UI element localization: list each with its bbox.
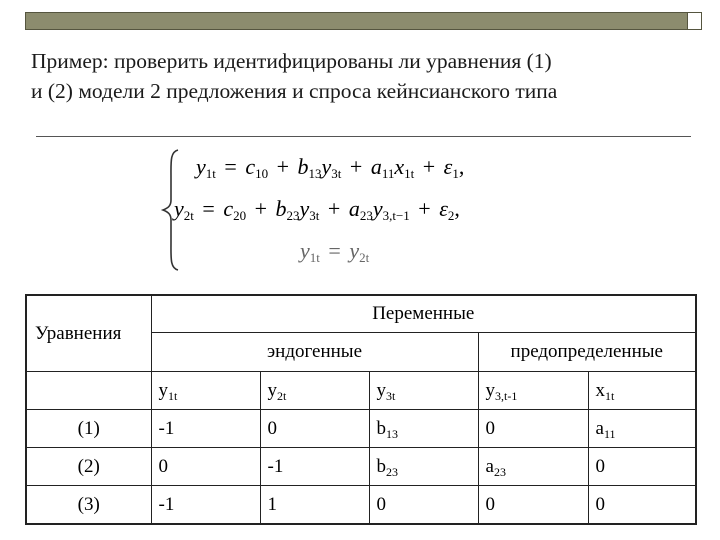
equation-number: (3)	[26, 486, 151, 525]
var-sub: 2t	[277, 388, 287, 403]
eq1-b-sub: 13	[308, 166, 322, 181]
table-row	[26, 448, 696, 486]
eq1-b: b	[297, 154, 309, 179]
var-base: y	[485, 379, 495, 401]
var-cell	[478, 372, 588, 410]
eq1-plus-3: +	[422, 154, 436, 179]
equation-2	[174, 196, 460, 222]
cell-sub: 23	[386, 464, 398, 479]
table-cell	[260, 486, 369, 525]
eq1-x-sub: 1t	[404, 166, 415, 181]
var-sub: 1t	[168, 388, 178, 403]
cell-sub: 11	[603, 426, 616, 441]
eq1-plus-1: +	[276, 154, 289, 179]
table-row	[26, 410, 696, 448]
cell-value: 1	[267, 493, 277, 515]
group-endogenous: эндогенные	[151, 333, 478, 372]
eq1-a: a	[370, 154, 382, 179]
slide-top-bar	[25, 12, 688, 30]
cell-value: b	[376, 455, 386, 477]
table-cell	[151, 486, 260, 525]
var-sub: 1t	[605, 388, 615, 403]
equation-3	[300, 238, 369, 264]
eq1-c: c	[245, 154, 256, 179]
table-cell	[478, 448, 588, 486]
eq2-c-sub: 20	[233, 208, 247, 223]
table-cell	[369, 448, 478, 486]
eq1-comma: ,	[458, 154, 465, 179]
var-cell	[369, 372, 478, 410]
eq2-ylag-sub: 3,t−1	[382, 208, 410, 223]
cell-value: 0	[595, 455, 605, 477]
eq2-y3-sub: 3t	[309, 208, 320, 223]
table-cell	[588, 448, 696, 486]
eq2-equals: =	[202, 196, 215, 221]
equation-number: (2)	[26, 448, 151, 486]
eq1-equals: =	[224, 154, 237, 179]
table-cell	[478, 410, 588, 448]
eq2-plus-3: +	[418, 196, 431, 221]
title-divider	[36, 136, 691, 137]
table-header-row	[26, 295, 696, 333]
table-cell	[260, 410, 369, 448]
eq2-epsilon: ε	[439, 196, 448, 221]
table-cell	[478, 486, 588, 525]
eq1-x: x	[394, 154, 405, 179]
cell-value: -1	[158, 417, 175, 439]
eq3-rhs-sub: 2t	[359, 250, 370, 265]
eq1-y3-sub: 3t	[331, 166, 342, 181]
eq2-lhs-sub: 2t	[183, 208, 194, 223]
eq3-lhs-sub: 1t	[309, 250, 320, 265]
eq1-lhs: y	[196, 154, 206, 179]
cell-value: 0	[267, 417, 277, 439]
eq3-lhs: y	[300, 238, 310, 263]
eq1-epsilon: ε	[443, 154, 453, 179]
eq2-plus-2: +	[327, 196, 341, 221]
equation-system	[160, 148, 560, 272]
eq1-plus-2: +	[349, 154, 363, 179]
title-line-2: и (2) модели 2 предложения и спроса кейнсианского типа	[31, 79, 558, 103]
cell-value: 0	[158, 455, 168, 477]
header-variables: Переменные	[151, 295, 696, 333]
var-base: y	[158, 379, 168, 401]
eq2-lhs: y	[174, 196, 184, 221]
eq2-a: a	[348, 196, 360, 221]
table-cell	[151, 410, 260, 448]
empty-cell	[26, 372, 151, 410]
eq1-lhs-sub: 1t	[205, 166, 216, 181]
table-row	[26, 486, 696, 525]
table-cell	[588, 410, 696, 448]
cell-value: -1	[158, 493, 175, 515]
eq2-plus-1: +	[254, 196, 267, 221]
slide-corner-box	[687, 12, 702, 30]
equation-number: (1)	[26, 410, 151, 448]
slide-title	[31, 46, 701, 106]
table-cell	[369, 486, 478, 525]
cell-sub: 23	[493, 464, 506, 479]
eq1-y3: y	[321, 154, 332, 179]
cell-value: 0	[485, 417, 495, 439]
cell-value: 0	[376, 493, 386, 515]
cell-sub: 13	[386, 426, 398, 441]
eq2-eps-sub: 2	[447, 208, 455, 223]
eq2-b: b	[275, 196, 287, 221]
eq1-c-sub: 10	[255, 166, 269, 181]
table-cell	[260, 448, 369, 486]
var-base: x	[595, 379, 605, 401]
group-predetermined: предопределенные	[478, 333, 696, 372]
var-cell	[588, 372, 696, 410]
title-line-1: Пример: проверить идентифицированы ли уравнения (1)	[31, 49, 552, 73]
eq1-a-sub: 11	[381, 166, 395, 181]
var-base: y	[267, 379, 277, 401]
eq2-a-sub: 23	[359, 208, 373, 223]
var-cell	[151, 372, 260, 410]
var-cell	[260, 372, 369, 410]
eq2-c: c	[223, 196, 234, 221]
eq3-rhs: y	[349, 238, 360, 263]
eq2-comma: ,	[454, 196, 460, 221]
identification-table	[25, 294, 697, 525]
eq2-ylag: y	[372, 196, 383, 221]
eq1-eps-sub: 1	[452, 166, 459, 181]
cell-value: b	[376, 417, 386, 439]
cell-value: -1	[267, 455, 284, 477]
cell-value: 0	[485, 493, 495, 515]
header-equations: Уравнения	[26, 295, 151, 372]
cell-value: 0	[595, 493, 605, 515]
var-base: y	[376, 379, 386, 401]
var-sub: 3t	[386, 388, 396, 403]
eq2-y3: y	[299, 196, 310, 221]
table-cell	[151, 448, 260, 486]
eq2-b-sub: 23	[286, 208, 300, 223]
var-sub: 3,t-1	[495, 388, 518, 403]
cell-value: a	[485, 455, 494, 477]
table-cell	[588, 486, 696, 525]
table-cell	[369, 410, 478, 448]
eq3-equals: =	[328, 238, 341, 263]
equation-1	[196, 154, 464, 180]
table-variables-row	[26, 372, 696, 410]
cell-value: a	[595, 417, 604, 439]
